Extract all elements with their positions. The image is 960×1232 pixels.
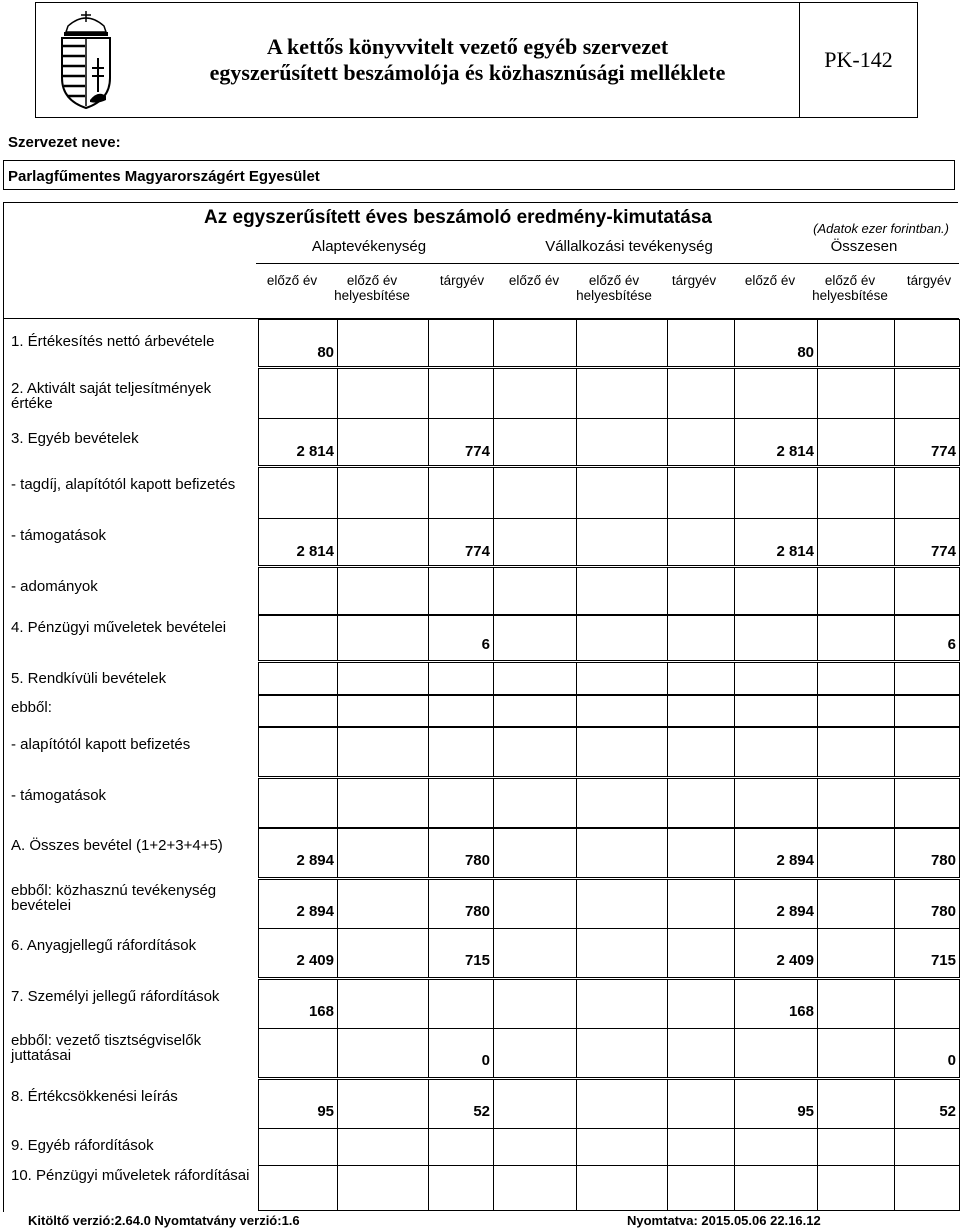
- cell-value: 2 814: [776, 543, 814, 560]
- value-cell[interactable]: [576, 979, 668, 1029]
- value-cell[interactable]: [576, 1165, 668, 1211]
- value-cell[interactable]: [576, 467, 668, 519]
- value-cell[interactable]: [428, 518, 494, 566]
- row-label: 4. Pénzügyi műveletek bevételei: [11, 619, 227, 636]
- cell-value: 780: [464, 852, 490, 869]
- statement-title: Az egyszerűsített éves beszámoló eredmény-kimutatása: [204, 207, 712, 228]
- subcolumn-header: tárgyév: [906, 273, 952, 288]
- value-cell[interactable]: [734, 662, 818, 695]
- value-cell[interactable]: [817, 1028, 895, 1078]
- value-cell[interactable]: [493, 662, 577, 695]
- value-cell[interactable]: [258, 662, 338, 695]
- value-cell[interactable]: [428, 1079, 494, 1129]
- organization-label: Szervezet neve:: [8, 134, 121, 151]
- value-cell[interactable]: [667, 778, 735, 828]
- subcolumn-header: tárgyév: [671, 273, 717, 288]
- subcolumn-header: előző év helyesbítése: [576, 273, 652, 303]
- value-cell[interactable]: [817, 879, 895, 929]
- value-cell[interactable]: [734, 319, 818, 367]
- value-cell[interactable]: [894, 368, 960, 420]
- table-row: [4, 1128, 959, 1166]
- value-cell[interactable]: [817, 1128, 895, 1166]
- value-cell[interactable]: [894, 928, 960, 978]
- value-cell[interactable]: [493, 695, 577, 727]
- value-cell[interactable]: [734, 418, 818, 466]
- value-cell[interactable]: [667, 1028, 735, 1078]
- row-label: 10. Pénzügyi műveletek ráfordításai: [11, 1167, 250, 1184]
- value-cell[interactable]: [258, 778, 338, 828]
- value-cell[interactable]: [576, 319, 668, 367]
- value-cell[interactable]: [734, 695, 818, 727]
- cell-value: 2 814: [296, 443, 334, 460]
- row-label: 5. Rendkívüli bevételek: [11, 670, 167, 687]
- value-cell[interactable]: [337, 1079, 429, 1129]
- table-row: [4, 695, 959, 727]
- cell-value: 0: [947, 1052, 956, 1069]
- value-cell[interactable]: [258, 727, 338, 777]
- value-cell[interactable]: [258, 1028, 338, 1078]
- value-cell[interactable]: [337, 615, 429, 661]
- cell-value: 780: [930, 852, 956, 869]
- value-cell[interactable]: [817, 662, 895, 695]
- value-cell[interactable]: [894, 615, 960, 661]
- value-cell[interactable]: [576, 1128, 668, 1166]
- cell-value: 168: [788, 1003, 814, 1020]
- value-cell[interactable]: [493, 518, 577, 566]
- value-cell[interactable]: [337, 518, 429, 566]
- cell-value: 780: [930, 903, 956, 920]
- value-cell[interactable]: [428, 615, 494, 661]
- value-cell[interactable]: [428, 467, 494, 519]
- cell-value: 168: [308, 1003, 334, 1020]
- cell-value: 80: [797, 344, 814, 361]
- row-label: ebből: közhasznú tevékenység bevételei: [11, 882, 217, 914]
- cell-value: 774: [464, 543, 490, 560]
- value-cell[interactable]: [894, 319, 960, 367]
- value-cell[interactable]: [258, 319, 338, 367]
- value-cell[interactable]: [667, 567, 735, 615]
- table-row: [4, 418, 959, 466]
- value-cell[interactable]: [493, 778, 577, 828]
- table-row: [4, 1079, 959, 1129]
- value-cell[interactable]: [337, 979, 429, 1029]
- table-row: [4, 778, 959, 828]
- value-cell[interactable]: [734, 727, 818, 777]
- value-cell[interactable]: [493, 615, 577, 661]
- value-cell[interactable]: [258, 567, 338, 615]
- value-cell[interactable]: [337, 727, 429, 777]
- row-label: 9. Egyéb ráfordítások: [11, 1137, 154, 1154]
- value-cell[interactable]: [576, 727, 668, 777]
- value-cell[interactable]: [817, 615, 895, 661]
- value-cell[interactable]: [576, 418, 668, 466]
- row-label: 1. Értékesítés nettó árbevétele: [11, 333, 215, 350]
- row-label: 2. Aktivált saját teljesítmények értéke: [11, 380, 212, 412]
- value-cell[interactable]: [894, 828, 960, 878]
- cell-value: 774: [464, 443, 490, 460]
- value-cell[interactable]: [428, 778, 494, 828]
- value-cell[interactable]: [667, 368, 735, 420]
- value-cell[interactable]: [667, 319, 735, 367]
- value-cell[interactable]: [667, 1128, 735, 1166]
- value-cell[interactable]: [428, 567, 494, 615]
- value-cell[interactable]: [576, 778, 668, 828]
- value-cell[interactable]: [428, 928, 494, 978]
- value-cell[interactable]: [258, 368, 338, 420]
- value-cell[interactable]: [258, 879, 338, 929]
- cell-value: 52: [939, 1103, 956, 1120]
- value-cell[interactable]: [667, 1079, 735, 1129]
- value-cell[interactable]: [734, 1128, 818, 1166]
- coat-of-arms-icon: [36, 3, 136, 117]
- form-header: [35, 2, 918, 118]
- row-label: ebből:: [11, 699, 52, 716]
- value-cell[interactable]: [428, 1028, 494, 1078]
- value-cell[interactable]: [734, 928, 818, 978]
- value-cell[interactable]: [894, 778, 960, 828]
- value-cell[interactable]: [817, 727, 895, 777]
- row-label: - adományok: [11, 578, 98, 595]
- value-cell[interactable]: [576, 567, 668, 615]
- table-row: [4, 727, 959, 777]
- value-cell[interactable]: [894, 879, 960, 929]
- value-cell[interactable]: [337, 567, 429, 615]
- value-cell[interactable]: [734, 778, 818, 828]
- cell-value: 715: [464, 952, 490, 969]
- form-title-line1: A kettős könyvvitelt vezető egyéb szervezet: [266, 34, 669, 59]
- cell-value: 80: [317, 344, 334, 361]
- value-cell[interactable]: [258, 979, 338, 1029]
- table-row: [4, 879, 959, 929]
- value-cell[interactable]: [337, 418, 429, 466]
- group-header-business: Vállalkozási tevékenység: [545, 238, 713, 255]
- value-cell[interactable]: [493, 879, 577, 929]
- row-label: 3. Egyéb bevételek: [11, 430, 139, 447]
- value-cell[interactable]: [337, 368, 429, 420]
- cell-value: 2 814: [776, 443, 814, 460]
- value-cell[interactable]: [258, 695, 338, 727]
- table-row: [4, 1028, 959, 1078]
- value-cell[interactable]: [258, 615, 338, 661]
- value-cell[interactable]: [337, 467, 429, 519]
- row-label: 7. Személyi jellegű ráfordítások: [11, 988, 220, 1005]
- value-cell[interactable]: [428, 319, 494, 367]
- value-cell[interactable]: [258, 418, 338, 466]
- cell-value: 52: [473, 1103, 490, 1120]
- value-cell[interactable]: [576, 615, 668, 661]
- value-cell[interactable]: [734, 879, 818, 929]
- value-cell[interactable]: [337, 1028, 429, 1078]
- value-cell[interactable]: [337, 928, 429, 978]
- value-cell[interactable]: [734, 1079, 818, 1129]
- value-cell[interactable]: [817, 979, 895, 1029]
- value-cell[interactable]: [428, 979, 494, 1029]
- value-cell[interactable]: [894, 727, 960, 777]
- value-cell[interactable]: [817, 828, 895, 878]
- value-cell[interactable]: [493, 467, 577, 519]
- value-cell[interactable]: [576, 695, 668, 727]
- table-row: [4, 567, 959, 615]
- value-cell[interactable]: [258, 1079, 338, 1129]
- value-cell[interactable]: [894, 1079, 960, 1129]
- value-cell[interactable]: [734, 1028, 818, 1078]
- cell-value: 0: [481, 1052, 490, 1069]
- cell-value: 2 409: [776, 952, 814, 969]
- value-cell[interactable]: [258, 928, 338, 978]
- value-cell[interactable]: [667, 418, 735, 466]
- value-cell[interactable]: [734, 979, 818, 1029]
- value-cell[interactable]: [667, 979, 735, 1029]
- value-cell[interactable]: [337, 662, 429, 695]
- table-row: [4, 467, 959, 519]
- value-cell[interactable]: [428, 662, 494, 695]
- value-cell[interactable]: [817, 368, 895, 420]
- value-cell[interactable]: [817, 418, 895, 466]
- value-cell[interactable]: [734, 567, 818, 615]
- subcolumn-header: előző év: [266, 273, 318, 288]
- value-cell[interactable]: [667, 828, 735, 878]
- footer-version: Kitöltő verzió:2.64.0 Nyomtatvány verzió:1.6: [28, 1213, 300, 1228]
- value-cell[interactable]: [894, 695, 960, 727]
- group-header-basic: Alaptevékenység: [311, 238, 427, 255]
- value-cell[interactable]: [667, 662, 735, 695]
- value-cell[interactable]: [258, 467, 338, 519]
- value-cell[interactable]: [337, 828, 429, 878]
- value-cell[interactable]: [428, 727, 494, 777]
- income-statement-table: [3, 202, 958, 1212]
- value-cell[interactable]: [667, 467, 735, 519]
- value-cell[interactable]: [894, 1165, 960, 1211]
- subcolumn-header: előző év: [508, 273, 560, 288]
- cell-value: 95: [317, 1103, 334, 1120]
- unit-note: (Adatok ezer forintban.): [813, 221, 949, 236]
- value-cell[interactable]: [817, 695, 895, 727]
- cell-value: 95: [797, 1103, 814, 1120]
- value-cell[interactable]: [817, 319, 895, 367]
- value-cell[interactable]: [493, 1165, 577, 1211]
- table-row: [4, 518, 959, 566]
- value-cell[interactable]: [337, 695, 429, 727]
- value-cell[interactable]: [894, 467, 960, 519]
- value-cell[interactable]: [493, 979, 577, 1029]
- value-cell[interactable]: [337, 778, 429, 828]
- value-cell[interactable]: [817, 567, 895, 615]
- value-cell[interactable]: [894, 518, 960, 566]
- value-cell[interactable]: [667, 879, 735, 929]
- subcolumn-header: előző év helyesbítése: [334, 273, 410, 303]
- value-cell[interactable]: [258, 1165, 338, 1211]
- value-cell[interactable]: [493, 319, 577, 367]
- value-cell[interactable]: [817, 928, 895, 978]
- cell-value: 2 894: [776, 852, 814, 869]
- value-cell[interactable]: [576, 828, 668, 878]
- value-cell[interactable]: [428, 418, 494, 466]
- table-row: [4, 615, 959, 661]
- footer-printed: Nyomtatva: 2015.05.06 22.16.12: [627, 1213, 821, 1228]
- subcolumn-header: tárgyév: [439, 273, 485, 288]
- value-cell[interactable]: [894, 1128, 960, 1166]
- value-cell[interactable]: [576, 1028, 668, 1078]
- value-cell[interactable]: [734, 828, 818, 878]
- cell-value: 2 814: [296, 543, 334, 560]
- value-cell[interactable]: [667, 1165, 735, 1211]
- group-divider: [256, 263, 959, 264]
- value-cell[interactable]: [493, 1128, 577, 1166]
- subcolumn-header: előző év: [744, 273, 796, 288]
- value-cell[interactable]: [817, 1165, 895, 1211]
- value-cell[interactable]: [894, 662, 960, 695]
- cell-value: 6: [481, 636, 490, 653]
- cell-value: 774: [930, 443, 956, 460]
- row-label: - tagdíj, alapítótól kapott befizetés: [11, 476, 236, 493]
- cell-value: 2 894: [296, 852, 334, 869]
- value-cell[interactable]: [667, 518, 735, 566]
- value-cell[interactable]: [894, 1028, 960, 1078]
- form-title-line2: egyszerűsített beszámolója és közhasznúsági melléklete: [209, 60, 726, 85]
- value-cell[interactable]: [428, 1165, 494, 1211]
- value-cell[interactable]: [817, 467, 895, 519]
- form-title: [136, 3, 799, 117]
- group-header-total: Összesen: [830, 238, 898, 255]
- cell-value: 780: [464, 903, 490, 920]
- row-label: - támogatások: [11, 527, 107, 544]
- table-row: [4, 828, 959, 878]
- cell-value: 6: [947, 636, 956, 653]
- form-code: PK-142: [799, 3, 917, 117]
- table-row: [4, 1165, 959, 1211]
- value-cell[interactable]: [493, 727, 577, 777]
- value-cell[interactable]: [337, 879, 429, 929]
- value-cell[interactable]: [734, 368, 818, 420]
- value-cell[interactable]: [734, 1165, 818, 1211]
- value-cell[interactable]: [734, 518, 818, 566]
- row-label: A. Összes bevétel (1+2+3+4+5): [11, 837, 223, 854]
- value-cell[interactable]: [493, 418, 577, 466]
- value-cell[interactable]: [817, 1079, 895, 1129]
- cell-value: 2 894: [296, 903, 334, 920]
- table-row: [4, 368, 959, 420]
- row-label: 6. Anyagjellegű ráfordítások: [11, 937, 197, 954]
- table-row: [4, 979, 959, 1029]
- organization-name-field[interactable]: Parlagfűmentes Magyarországért Egyesület: [3, 160, 955, 190]
- value-cell[interactable]: [428, 828, 494, 878]
- value-cell[interactable]: [337, 319, 429, 367]
- value-cell[interactable]: [576, 368, 668, 420]
- value-cell[interactable]: [894, 418, 960, 466]
- row-label: - támogatások: [11, 787, 107, 804]
- value-cell[interactable]: [428, 879, 494, 929]
- value-cell[interactable]: [493, 567, 577, 615]
- value-cell[interactable]: [258, 518, 338, 566]
- value-cell[interactable]: [734, 467, 818, 519]
- value-cell[interactable]: [576, 1079, 668, 1129]
- value-cell[interactable]: [493, 1079, 577, 1129]
- value-cell[interactable]: [428, 1128, 494, 1166]
- value-cell[interactable]: [493, 1028, 577, 1078]
- subcolumn-header: előző év helyesbítése: [812, 273, 888, 303]
- value-cell[interactable]: [493, 928, 577, 978]
- cell-value: 774: [930, 543, 956, 560]
- table-row: [4, 662, 959, 695]
- value-cell[interactable]: [894, 979, 960, 1029]
- value-cell[interactable]: [667, 928, 735, 978]
- value-cell[interactable]: [337, 1165, 429, 1211]
- value-cell[interactable]: [428, 695, 494, 727]
- value-cell[interactable]: [576, 928, 668, 978]
- row-label: - alapítótól kapott befizetés: [11, 736, 191, 753]
- value-cell[interactable]: [817, 778, 895, 828]
- value-cell[interactable]: [576, 879, 668, 929]
- value-cell[interactable]: [667, 695, 735, 727]
- value-cell[interactable]: [428, 368, 494, 420]
- value-cell[interactable]: [667, 727, 735, 777]
- cell-value: 2 894: [776, 903, 814, 920]
- value-cell[interactable]: [493, 828, 577, 878]
- value-cell[interactable]: [894, 567, 960, 615]
- value-cell[interactable]: [258, 828, 338, 878]
- value-cell[interactable]: [493, 368, 577, 420]
- value-cell[interactable]: [337, 1128, 429, 1166]
- table-row: [4, 319, 959, 367]
- value-cell[interactable]: [576, 518, 668, 566]
- row-label: ebből: vezető tisztségviselők juttatásai: [11, 1032, 202, 1064]
- value-cell[interactable]: [258, 1128, 338, 1166]
- table-row: [4, 928, 959, 978]
- value-cell[interactable]: [576, 662, 668, 695]
- value-cell[interactable]: [667, 615, 735, 661]
- cell-value: 715: [930, 952, 956, 969]
- value-cell[interactable]: [734, 615, 818, 661]
- table-header: [4, 203, 959, 319]
- cell-value: 2 409: [296, 952, 334, 969]
- row-label: 8. Értékcsökkenési leírás: [11, 1088, 178, 1105]
- value-cell[interactable]: [817, 518, 895, 566]
